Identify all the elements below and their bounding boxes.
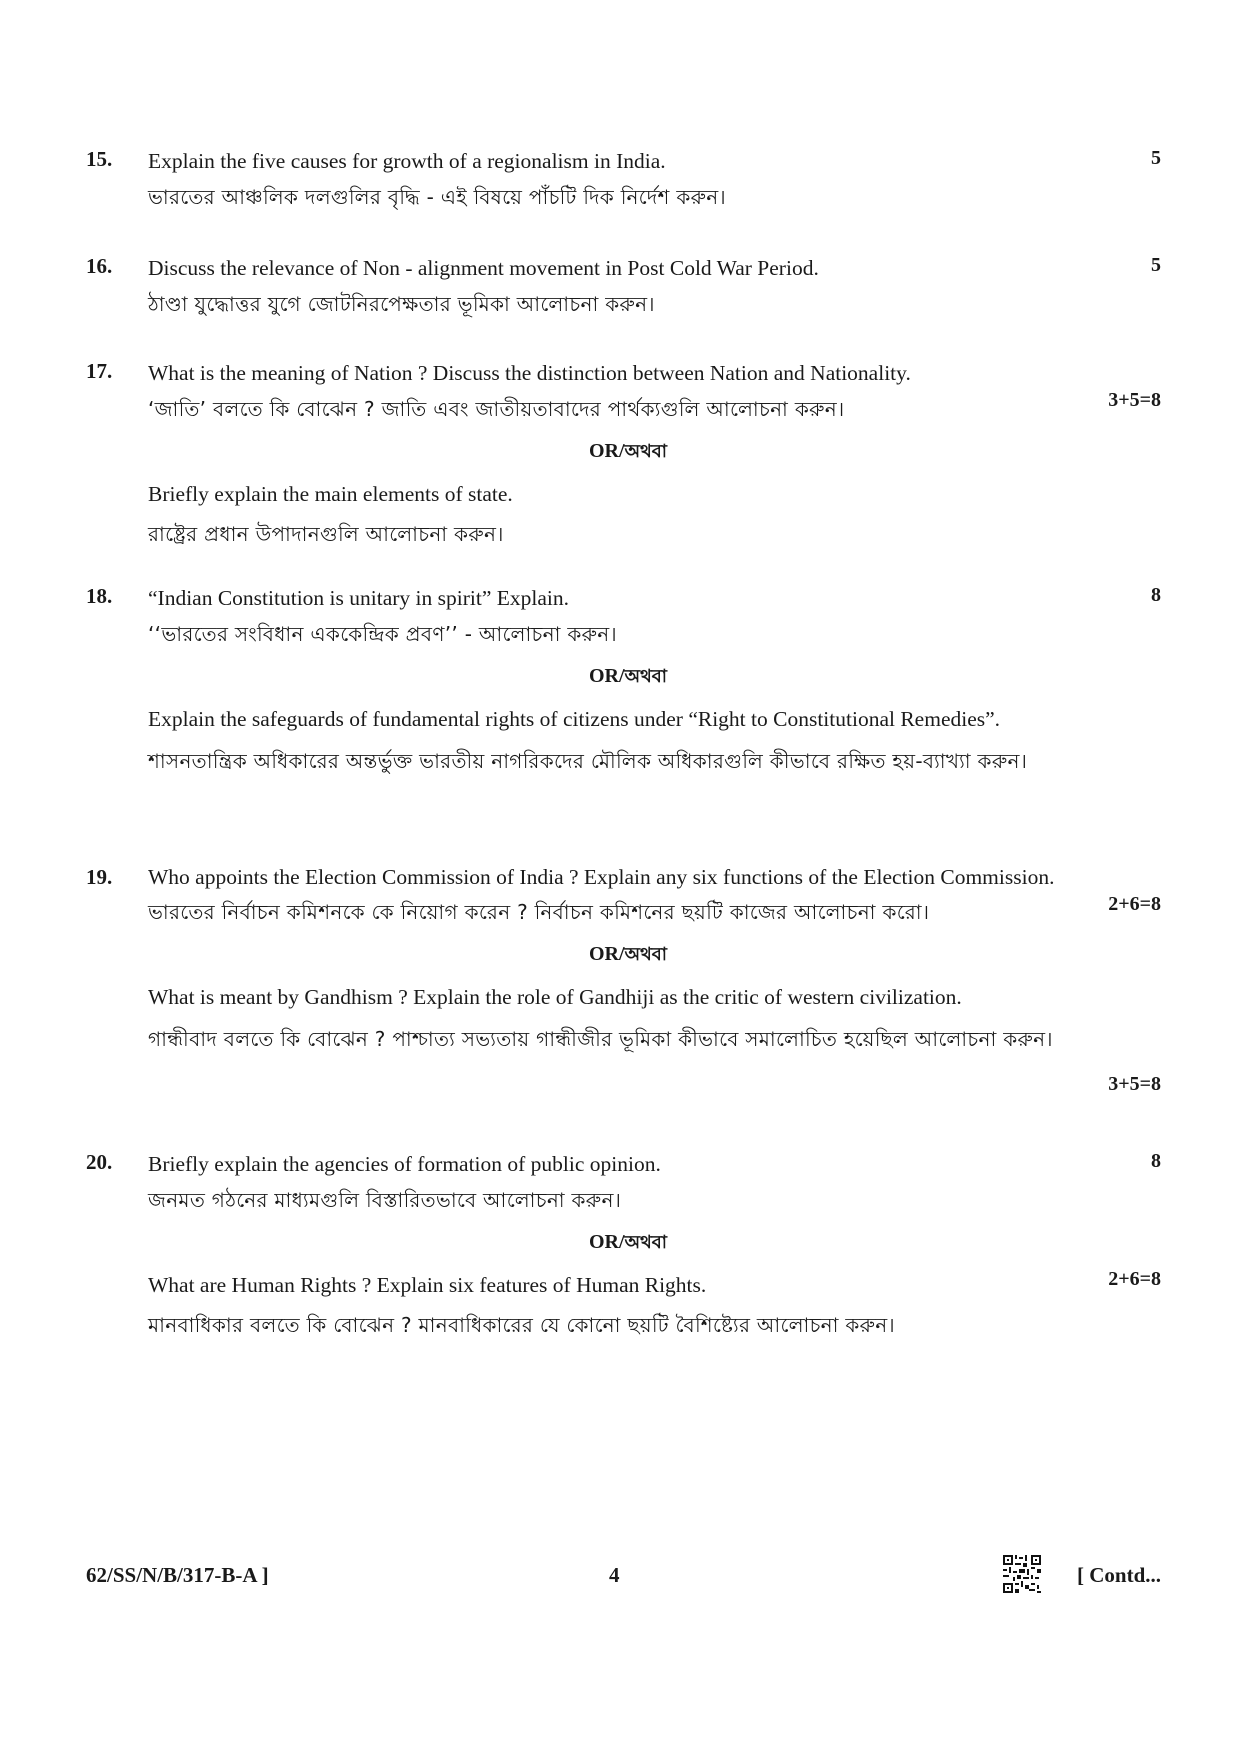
alt-question-text-bn: গান্ধীবাদ বলতে কি বোঝেন ? পাশ্চাত্য সভ্যতায় গান্ধীজীর ভূমিকা কীভাবে সমালোচিত হয়েছিল আলোচনা করুন। bbox=[148, 1027, 1053, 1051]
qr-code-icon bbox=[1003, 1555, 1041, 1593]
page-footer bbox=[86, 1555, 1161, 1595]
question-text-en: Who appoints the Election Commission of India ? Explain any six functions of the Election Commission. bbox=[148, 865, 1055, 889]
question-text-bn: ঠাণ্ডা যুদ্ধোত্তর যুগে জোটনিরপেক্ষতার ভূমিকা আলোচনা করুন। bbox=[148, 292, 655, 316]
marks: 5 bbox=[1151, 147, 1161, 169]
question-text-en: “Indian Constitution is unitary in spirit” Explain. bbox=[148, 586, 569, 610]
or-label-bn: অথবা bbox=[624, 944, 668, 965]
question-15 bbox=[86, 147, 1161, 211]
alt-question-text-bn: রাষ্ট্রের প্রধান উপাদানগুলি আলোচনা করুন। bbox=[148, 522, 504, 546]
alt-marks: 3+5=8 bbox=[1108, 1073, 1161, 1095]
or-label-bn: অথবা bbox=[624, 666, 668, 687]
marks: 8 bbox=[1151, 584, 1161, 606]
or-label-bn: অথবা bbox=[624, 1232, 668, 1253]
or-label-bn: অথবা bbox=[624, 441, 668, 462]
question-text-en: Discuss the relevance of Non - alignment movement in Post Cold War Period. bbox=[148, 256, 819, 280]
or-divider bbox=[148, 1228, 1108, 1259]
question-18 bbox=[86, 584, 1161, 777]
marks: 8 bbox=[1151, 1150, 1161, 1172]
or-label-en: OR/ bbox=[588, 943, 625, 965]
question-text-bn: ‘জাতি’ বলতে কি বোঝেন ? জাতি এবং জাতীয়তাবাদের পার্থক্যগুলি আলোচনা করুন। bbox=[148, 397, 845, 421]
continued-marker: [ Contd... bbox=[1076, 1563, 1161, 1587]
question-number: 15. bbox=[86, 147, 113, 171]
page-number: 4 bbox=[609, 1563, 620, 1587]
or-divider bbox=[148, 940, 1108, 971]
or-label-en: OR/ bbox=[588, 440, 625, 462]
question-19 bbox=[86, 865, 1161, 1095]
question-text-bn: ভারতের নির্বাচন কমিশনকে কে নিয়োগ করেন ? নির্বাচন কমিশনের ছয়টি কাজের আলোচনা করো। bbox=[148, 900, 930, 924]
question-text-bn: ‘‘ভারতের সংবিধান এককেন্দ্রিক প্রবণ’’ - আলোচনা করুন। bbox=[148, 622, 617, 646]
paper-code: 62/SS/N/B/317-B-A ] bbox=[86, 1563, 269, 1587]
alt-question-text-bn: মানবাধিকার বলতে কি বোঝেন ? মানবাধিকারের যে কোনো ছয়টি বৈশিষ্ট্যের আলোচনা করুন। bbox=[148, 1313, 895, 1337]
question-text-en: What is the meaning of Nation ? Discuss the distinction between Nation and Nationality. bbox=[148, 361, 911, 385]
or-divider bbox=[148, 662, 1108, 693]
or-divider bbox=[148, 437, 1108, 468]
question-number: 18. bbox=[86, 584, 113, 608]
question-20 bbox=[86, 1150, 1161, 1339]
question-text-en: Explain the five causes for growth of a regionalism in India. bbox=[148, 149, 666, 173]
alt-question-text-en: What are Human Rights ? Explain six features of Human Rights. bbox=[148, 1273, 707, 1297]
or-label-en: OR/ bbox=[588, 665, 625, 687]
marks: 2+6=8 bbox=[1108, 893, 1161, 915]
or-label-en: OR/ bbox=[588, 1231, 625, 1253]
question-16 bbox=[86, 254, 1161, 318]
question-text-en: Briefly explain the agencies of formation of public opinion. bbox=[148, 1152, 661, 1176]
question-number: 19. bbox=[86, 865, 113, 889]
question-number: 16. bbox=[86, 254, 113, 278]
marks: 3+5=8 bbox=[1108, 389, 1161, 411]
question-number: 20. bbox=[86, 1150, 113, 1174]
alt-question-text-bn: শাসনতান্ত্রিক অধিকারের অন্তর্ভুক্ত ভারতীয় নাগরিকদের মৌলিক অধিকারগুলি কীভাবে রক্ষিত হয়-ব্যাখ্যা করুন। bbox=[148, 749, 1028, 773]
marks: 5 bbox=[1151, 254, 1161, 276]
question-text-bn: জনমত গঠনের মাধ্যমগুলি বিস্তারিতভাবে আলোচনা করুন। bbox=[148, 1188, 622, 1212]
alt-question-text-en: Explain the safeguards of fundamental rights of citizens under “Right to Constitutional Remedies”. bbox=[148, 707, 1001, 731]
alt-question-text-en: Briefly explain the main elements of state. bbox=[148, 482, 513, 506]
alt-marks: 2+6=8 bbox=[1108, 1268, 1161, 1290]
question-17 bbox=[86, 359, 1161, 548]
question-number: 17. bbox=[86, 359, 113, 383]
alt-question-text-en: What is meant by Gandhism ? Explain the role of Gandhiji as the critic of western civilization. bbox=[148, 985, 962, 1009]
question-text-bn: ভারতের আঞ্চলিক দলগুলির বৃদ্ধি - এই বিষয়ে পাঁচটি দিক নির্দেশ করুন। bbox=[148, 185, 726, 209]
